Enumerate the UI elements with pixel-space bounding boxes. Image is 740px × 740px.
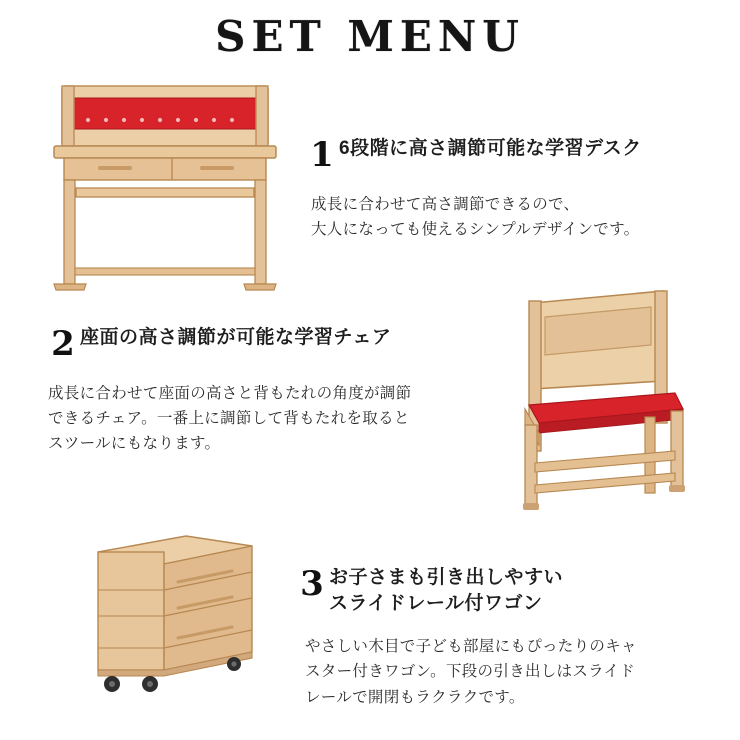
- section-wagon-headline: [329, 565, 563, 616]
- section-desk-text: [305, 136, 725, 242]
- section-wagon-description: [305, 634, 725, 709]
- section-number-3: 3: [300, 564, 324, 604]
- desk-desc-line-1: 成長に合わせて高さ調節できるので、: [311, 196, 580, 213]
- section-desk: [0, 78, 740, 308]
- section-chair-heading: [46, 324, 496, 364]
- wagon-headline-line-1: お子さまも引き出しやすい: [329, 567, 564, 588]
- wagon-desc-line-1: やさしい木目で子ども部屋にもぴったりのキャ: [305, 638, 637, 656]
- desk-desc-line-2: 大人になっても使えるシンプルデザインです。: [311, 221, 640, 239]
- section-desk-headline: 6段階に高さ調節可能な学習デスク: [339, 138, 642, 159]
- chair-desc-line-2: できるチェア。一番上に調節して背もたれを取ると: [48, 410, 410, 428]
- chair-desc-line-3: スツールにもなります。: [48, 435, 221, 453]
- study-desk-illustration: [40, 82, 290, 297]
- section-wagon-text: [295, 565, 725, 710]
- section-chair: [0, 285, 740, 520]
- section-desk-heading: [305, 135, 725, 175]
- section-wagon: [0, 525, 740, 740]
- section-number-1: 1: [310, 135, 334, 175]
- drawer-wagon-illustration: [82, 530, 267, 695]
- chair-desc-line-1: 成長に合わせて座面の高さと背もたれの角度が調節: [48, 385, 412, 402]
- section-chair-text: [46, 325, 496, 456]
- wagon-headline-line-2: スライドレール付ワゴン: [329, 592, 543, 614]
- wagon-desc-line-2: スター付きワゴン。下段の引き出しはスライド: [305, 663, 636, 681]
- section-wagon-heading: [295, 565, 725, 616]
- section-number-2: 2: [51, 324, 75, 364]
- study-chair-illustration: [495, 285, 700, 520]
- section-chair-description: [48, 381, 496, 456]
- section-chair-headline: 座面の高さ調節が可能な学習チェア: [80, 327, 392, 348]
- section-desk-description: [311, 192, 725, 242]
- page-title: SET MENU: [215, 12, 525, 61]
- wagon-desc-line-3: レールで開閉もラクラクです。: [305, 688, 525, 706]
